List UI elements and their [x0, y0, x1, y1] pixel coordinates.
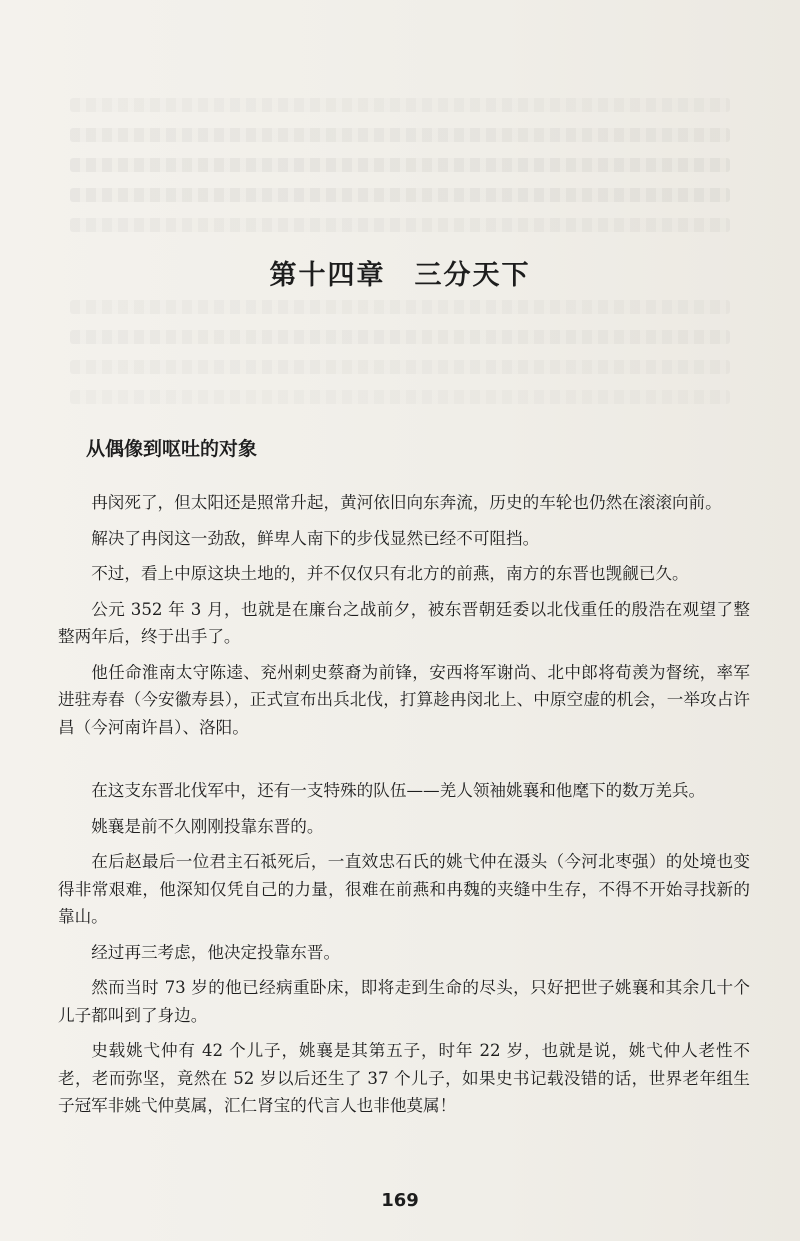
- paragraph: 姚襄是前不久刚刚投靠东晋的。: [91, 816, 324, 836]
- show-through-line: [70, 218, 730, 232]
- chapter-title: 第十四章 三分天下: [269, 260, 531, 291]
- body-text: [58, 489, 750, 1128]
- paragraph: 不过，看上中原这块土地的，并不仅仅只有北方的前燕，南方的东晋也觊觎已久。: [91, 564, 689, 583]
- paragraph: 在这支东晋北伐军中，还有一支特殊的队伍——羌人领袖姚襄和他麾下的数万羌兵。: [91, 781, 706, 800]
- paragraph: 公元 352 年 3 月，也就是在廉台之战前夕，被东晋朝廷委以北伐重任的殷浩在观望了整整两年后，终于出手了。: [58, 599, 750, 646]
- show-through-line: [70, 158, 730, 172]
- paragraph: 解决了冉闵这一劲敌，鲜卑人南下的步伐显然已经不可阻挡。: [91, 528, 540, 548]
- show-through-line: [70, 330, 730, 344]
- paragraph: 史载姚弋仲有 42 个儿子，姚襄是其第五子，时年 22 岁，也就是说，姚弋仲人老性不老，老而弥坚，竟然在 52 岁以后还生了 37 个儿子，如果史书记载没错的话，世界老年组生子冠军非姚弋仲莫属，汇仁肾宝的代言人也非他莫属！: [58, 1041, 750, 1115]
- section-heading: 从偶像到呕吐的对象: [86, 438, 258, 460]
- paragraph: 经过再三考虑，他决定投靠东晋。: [91, 942, 341, 962]
- show-through-line: [70, 128, 730, 142]
- paragraph: 他任命淮南太守陈逵、兖州刺史蔡裔为前锋，安西将军谢尚、北中郎将荀羡为督统，率军进驻寿春（今安徽寿县），正式宣布出兵北伐，打算趁冉闵北上、中原空虚的机会，一举攻占许昌（今河南许昌）、洛阳。: [58, 662, 750, 737]
- show-through-line: [70, 360, 730, 374]
- paragraph: 在后赵最后一位君主石祗死后，一直效忠石氏的姚弋仲在滠头（今河北枣强）的处境也变得非常艰难，他深知仅凭自己的力量，很难在前燕和冉魏的夹缝中生存，不得不开始寻找新的靠山。: [58, 852, 750, 926]
- show-through-line: [70, 188, 730, 202]
- show-through-line: [70, 98, 730, 112]
- show-through-line: [70, 390, 730, 404]
- page-number: 169: [381, 1190, 419, 1211]
- paragraph: 冉闵死了，但太阳还是照常升起，黄河依旧向东奔流，历史的车轮也仍然在滚滚向前。: [91, 493, 722, 512]
- paragraph: 然而当时 73 岁的他已经病重卧床，即将走到生命的尽头，只好把世子姚襄和其余几十个儿子都叫到了身边。: [58, 978, 750, 1025]
- show-through-line: [70, 300, 730, 314]
